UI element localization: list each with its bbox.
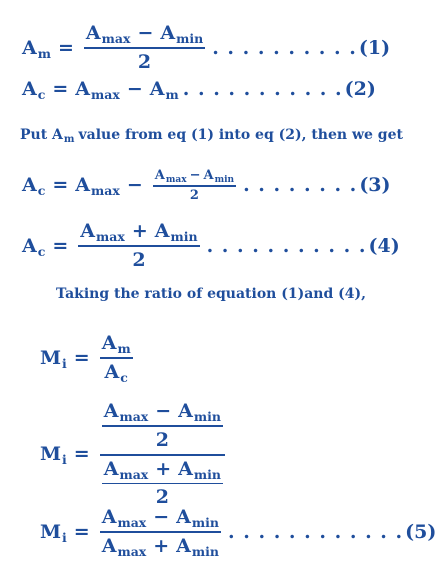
equation-number: (5) — [405, 520, 436, 543]
fraction-bar — [102, 425, 223, 427]
leader-dots: . . . . . . . . . . . — [206, 234, 367, 257]
leader-dots: . . . . . . . . . . . . — [228, 520, 404, 543]
fraction-bar — [100, 357, 133, 359]
leader-dots: . . . . . . . . — [243, 174, 358, 197]
var-am: A m — [22, 36, 51, 61]
fraction-bar — [84, 47, 205, 49]
note-ratio: Taking the ratio of equation (1)and (4), — [56, 286, 367, 302]
small-fraction: A max − A min 2 — [154, 168, 235, 203]
equation-4: A c = A max + A min 2 . . . . . . . . . . . (4) — [22, 220, 400, 271]
fraction: A max − A min 2 — [85, 22, 204, 73]
equation-1 — [22, 22, 390, 73]
fraction: A m A c — [101, 332, 131, 385]
equation-3: A c = A max − A max − A min 2 . . . . . . . . (3) — [22, 168, 391, 203]
equation-6: M i = A max − A min 2 A max + A min 2 — [40, 400, 228, 508]
fraction: A max − A min A max + A min — [101, 506, 219, 559]
equation-7: M i = A max − A min A max + A min . . . . . . . . . . . . (5) — [40, 506, 436, 559]
main-fraction-bar — [100, 454, 225, 456]
equation-number: (4) — [368, 234, 400, 257]
fraction: A max + A min 2 — [80, 220, 198, 271]
fraction-bar — [100, 531, 221, 533]
equation-2: A c = A max − A m . . . . . . . . . . . (2) — [22, 78, 376, 102]
fraction-bar — [78, 245, 199, 247]
note-substitution: Put A m value from eq (1) into eq (2), then we get — [20, 127, 403, 145]
equals-sign: = — [57, 36, 74, 59]
equation-number: (3) — [359, 174, 391, 197]
fraction-bar — [153, 185, 236, 187]
leader-dots: . . . . . . . . . . — [212, 36, 357, 59]
leader-dots: . . . . . . . . . . . — [182, 78, 343, 100]
equation-number: (1) — [358, 36, 391, 59]
compound-fraction: A max − A min 2 A max + A min 2 — [100, 400, 225, 508]
equation-5: M i = A m A c — [40, 332, 131, 385]
fraction-bar — [102, 483, 223, 485]
equation-number: (2) — [344, 78, 376, 100]
